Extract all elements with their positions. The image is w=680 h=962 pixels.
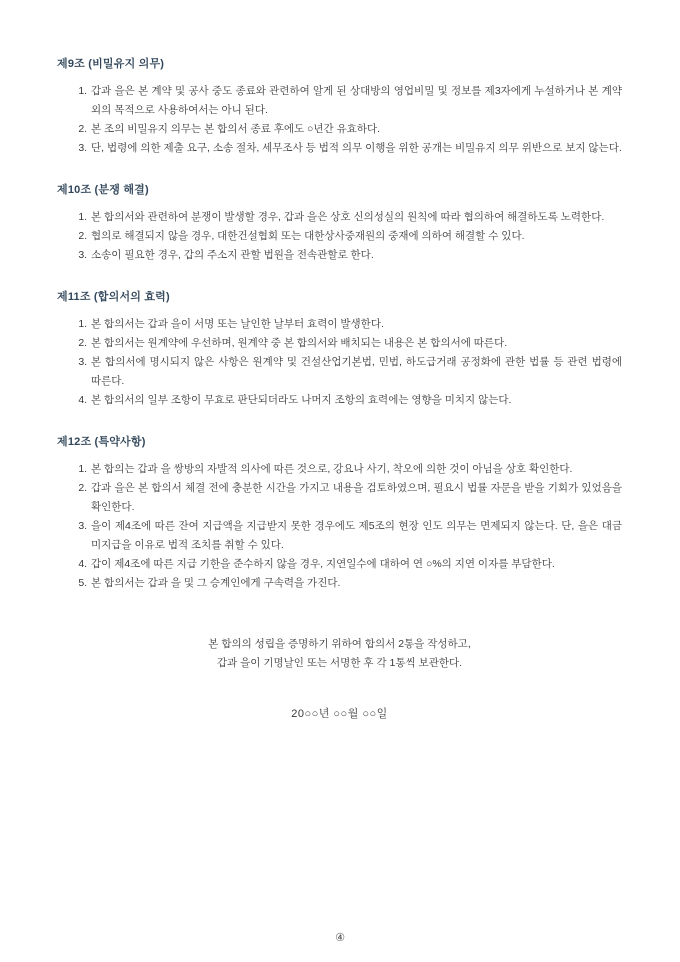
article-item: 3. 본 합의서에 명시되지 않은 사항은 원계약 및 건설산업기본법, 민법, 하도급거래 공정화에 관한 법률 등 관련 법령에 따른다. [90,353,622,391]
article-item: 2. 본 합의서는 원계약에 우선하며, 원계약 중 본 합의서와 배치되는 내용은 본 합의서에 따른다. [90,334,622,353]
article-section-11 [57,289,622,410]
article-item: 1. 본 합의서와 관련하여 분쟁이 발생할 경우, 갑과 을은 상호 신의성실의 원칙에 따라 협의하여 해결하도록 노력한다. [90,208,622,227]
article-10-title: 제10조 (분쟁 해결) [57,184,149,196]
article-9-item-list [57,82,622,158]
article-11-item-list [57,315,622,410]
article-item: 2. 협의로 해결되지 않을 경우, 대한건설협회 또는 대한상사중재원의 중재에 의하여 해결할 수 있다. [90,227,622,246]
closing-statement [57,635,622,673]
article-item: 4. 갑이 제4조에 따른 지급 기한을 준수하지 않을 경우, 지연일수에 대하여 연 ○%의 지연 이자를 부담한다. [90,555,622,574]
article-10-item-list [57,208,622,265]
article-item: 3. 을이 제4조에 따른 잔여 지급액을 지급받지 못한 경우에도 제5조의 현장 인도 의무는 면제되지 않는다. 단, 을은 대금 미지급을 이유로 법적 조치를 취할 수 있다. [90,517,622,555]
article-9-title: 제9조 (비밀유지 의무) [57,58,165,70]
article-section-9 [57,56,622,158]
article-item: 2. 갑과 을은 본 합의서 체결 전에 충분한 시간을 가지고 내용을 검토하였으며, 필요시 법률 자문을 받을 기회가 있었음을 확인한다. [90,479,622,517]
article-item: 1. 본 합의서는 갑과 을이 서명 또는 날인한 날부터 효력이 발생한다. [90,315,622,334]
closing-line-1: 본 합의의 성립을 증명하기 위하여 합의서 2통을 작성하고, [208,638,471,650]
article-12-title: 제12조 (특약사항) [57,436,146,448]
document-date: 20○○년 ○○월 ○○일 [291,708,388,720]
article-item: 1. 갑과 을은 본 계약 및 공사 중도 종료와 관련하여 알게 된 상대방의 영업비밀 및 정보를 제3자에게 누설하거나 본 계약 외의 목적으로 사용하여서는 아니 된다. [90,82,622,120]
page-number: ④ [335,932,345,944]
article-item: 5. 본 합의서는 갑과 을 및 그 승계인에게 구속력을 가진다. [90,574,622,593]
article-item: 2. 본 조의 비밀유지 의무는 본 합의서 종료 후에도 ○년간 유효하다. [90,120,622,139]
article-item: 3. 소송이 필요한 경우, 갑의 주소지 관할 법원을 전속관할로 한다. [90,246,622,265]
article-item: 4. 본 합의서의 일부 조항이 무효로 판단되더라도 나머지 조항의 효력에는 영향을 미치지 않는다. [90,391,622,410]
article-item: 3. 단, 법령에 의한 제출 요구, 소송 절차, 세무조사 등 법적 의무 이행을 위한 공개는 비밀유지 의무 위반으로 보지 않는다. [90,139,622,158]
article-12-item-list [57,460,622,593]
article-11-title: 제11조 (합의서의 효력) [57,291,170,303]
article-section-10 [57,182,622,265]
article-item: 1. 본 합의는 갑과 을 쌍방의 자발적 의사에 따른 것으로, 강요나 사기, 착오에 의한 것이 아님을 상호 확인한다. [90,460,622,479]
article-section-12 [57,434,622,593]
closing-line-2: 갑과 을이 기명날인 또는 서명한 후 각 1통씩 보관한다. [216,657,463,669]
